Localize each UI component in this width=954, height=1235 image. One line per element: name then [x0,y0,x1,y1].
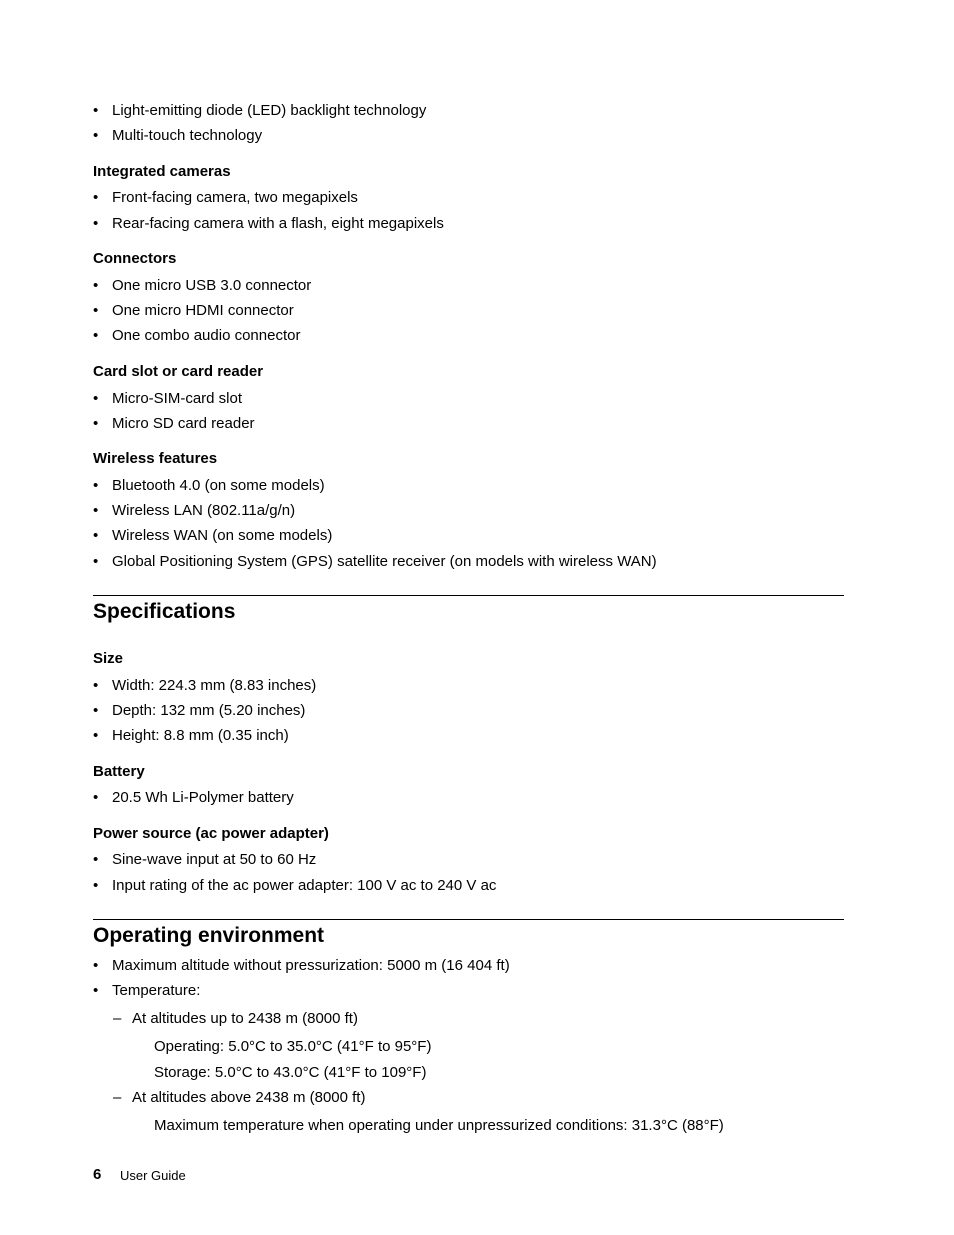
bullet: • [93,553,99,570]
list-item: Sine-wave input at 50 to 60 Hz [112,851,317,868]
section-heading-size: Size [93,650,124,667]
list-item: Wireless WAN (on some models) [112,527,333,544]
list-item: Global Positioning System (GPS) satellite receiver (on models with wireless WAN) [112,553,657,570]
list-item: One micro HDMI connector [112,302,294,319]
page-number: 6 [93,1166,102,1183]
bullet: • [93,415,99,432]
detail-text: Storage: 5.0°C to 43.0°C (41°F to 109°F) [154,1064,427,1081]
bullet: • [93,127,99,144]
section-title-environment: Operating environment [93,924,325,947]
section-title-specifications: Specifications [93,600,236,623]
bullet: • [93,877,99,894]
section-heading-power: Power source (ac power adapter) [93,825,329,842]
bullet: • [93,851,99,868]
bullet: • [93,327,99,344]
bullet: • [93,477,99,494]
bullet: • [93,302,99,319]
section-heading-connectors: Connectors [93,250,177,267]
section-heading-cameras: Integrated cameras [93,163,231,180]
list-item: Micro SD card reader [112,415,255,432]
list-item: Width: 224.3 mm (8.83 inches) [112,677,317,694]
dash: – [113,1010,122,1027]
list-item: Temperature: [112,982,201,999]
bullet: • [93,727,99,744]
list-item: Micro-SIM-card slot [112,390,243,407]
bullet: • [93,677,99,694]
list-item: Maximum altitude without pressurization: 5000 m (16 404 ft) [112,957,510,974]
sub-list-item: At altitudes above 2438 m (8000 ft) [132,1089,366,1106]
list-item: Multi-touch technology [112,127,263,144]
list-item: Depth: 132 mm (5.20 inches) [112,702,306,719]
list-item: One micro USB 3.0 connector [112,277,312,294]
list-item: Light-emitting diode (LED) backlight technology [112,102,427,119]
sub-list-item: At altitudes up to 2438 m (8000 ft) [132,1010,358,1027]
list-item: Wireless LAN (802.11a/g/n) [112,502,296,519]
dash: – [113,1089,122,1106]
list-item: Height: 8.8 mm (0.35 inch) [112,727,289,744]
bullet: • [93,982,99,999]
list-item: Front-facing camera, two megapixels [112,189,358,206]
list-item: One combo audio connector [112,327,301,344]
bullet: • [93,215,99,232]
section-heading-card: Card slot or card reader [93,363,264,380]
list-item: Bluetooth 4.0 (on some models) [112,477,325,494]
bullet: • [93,789,99,806]
list-item: 20.5 Wh Li-Polymer battery [112,789,294,806]
section-divider [93,595,844,596]
detail-text: Operating: 5.0°C to 35.0°C (41°F to 95°F) [154,1038,432,1055]
section-heading-battery: Battery [93,763,145,780]
footer-label: User Guide [120,1168,186,1183]
bullet: • [93,390,99,407]
section-heading-wireless: Wireless features [93,450,218,467]
list-item: Input rating of the ac power adapter: 100 V ac to 240 V ac [112,877,497,894]
bullet: • [93,277,99,294]
section-divider [93,919,844,920]
bullet: • [93,527,99,544]
bullet: • [93,102,99,119]
bullet: • [93,957,99,974]
bullet: • [93,189,99,206]
bullet: • [93,702,99,719]
bullet: • [93,502,99,519]
list-item: Rear-facing camera with a flash, eight megapixels [112,215,444,232]
detail-text: Maximum temperature when operating under unpressurized conditions: 31.3°C (88°F) [154,1117,724,1134]
